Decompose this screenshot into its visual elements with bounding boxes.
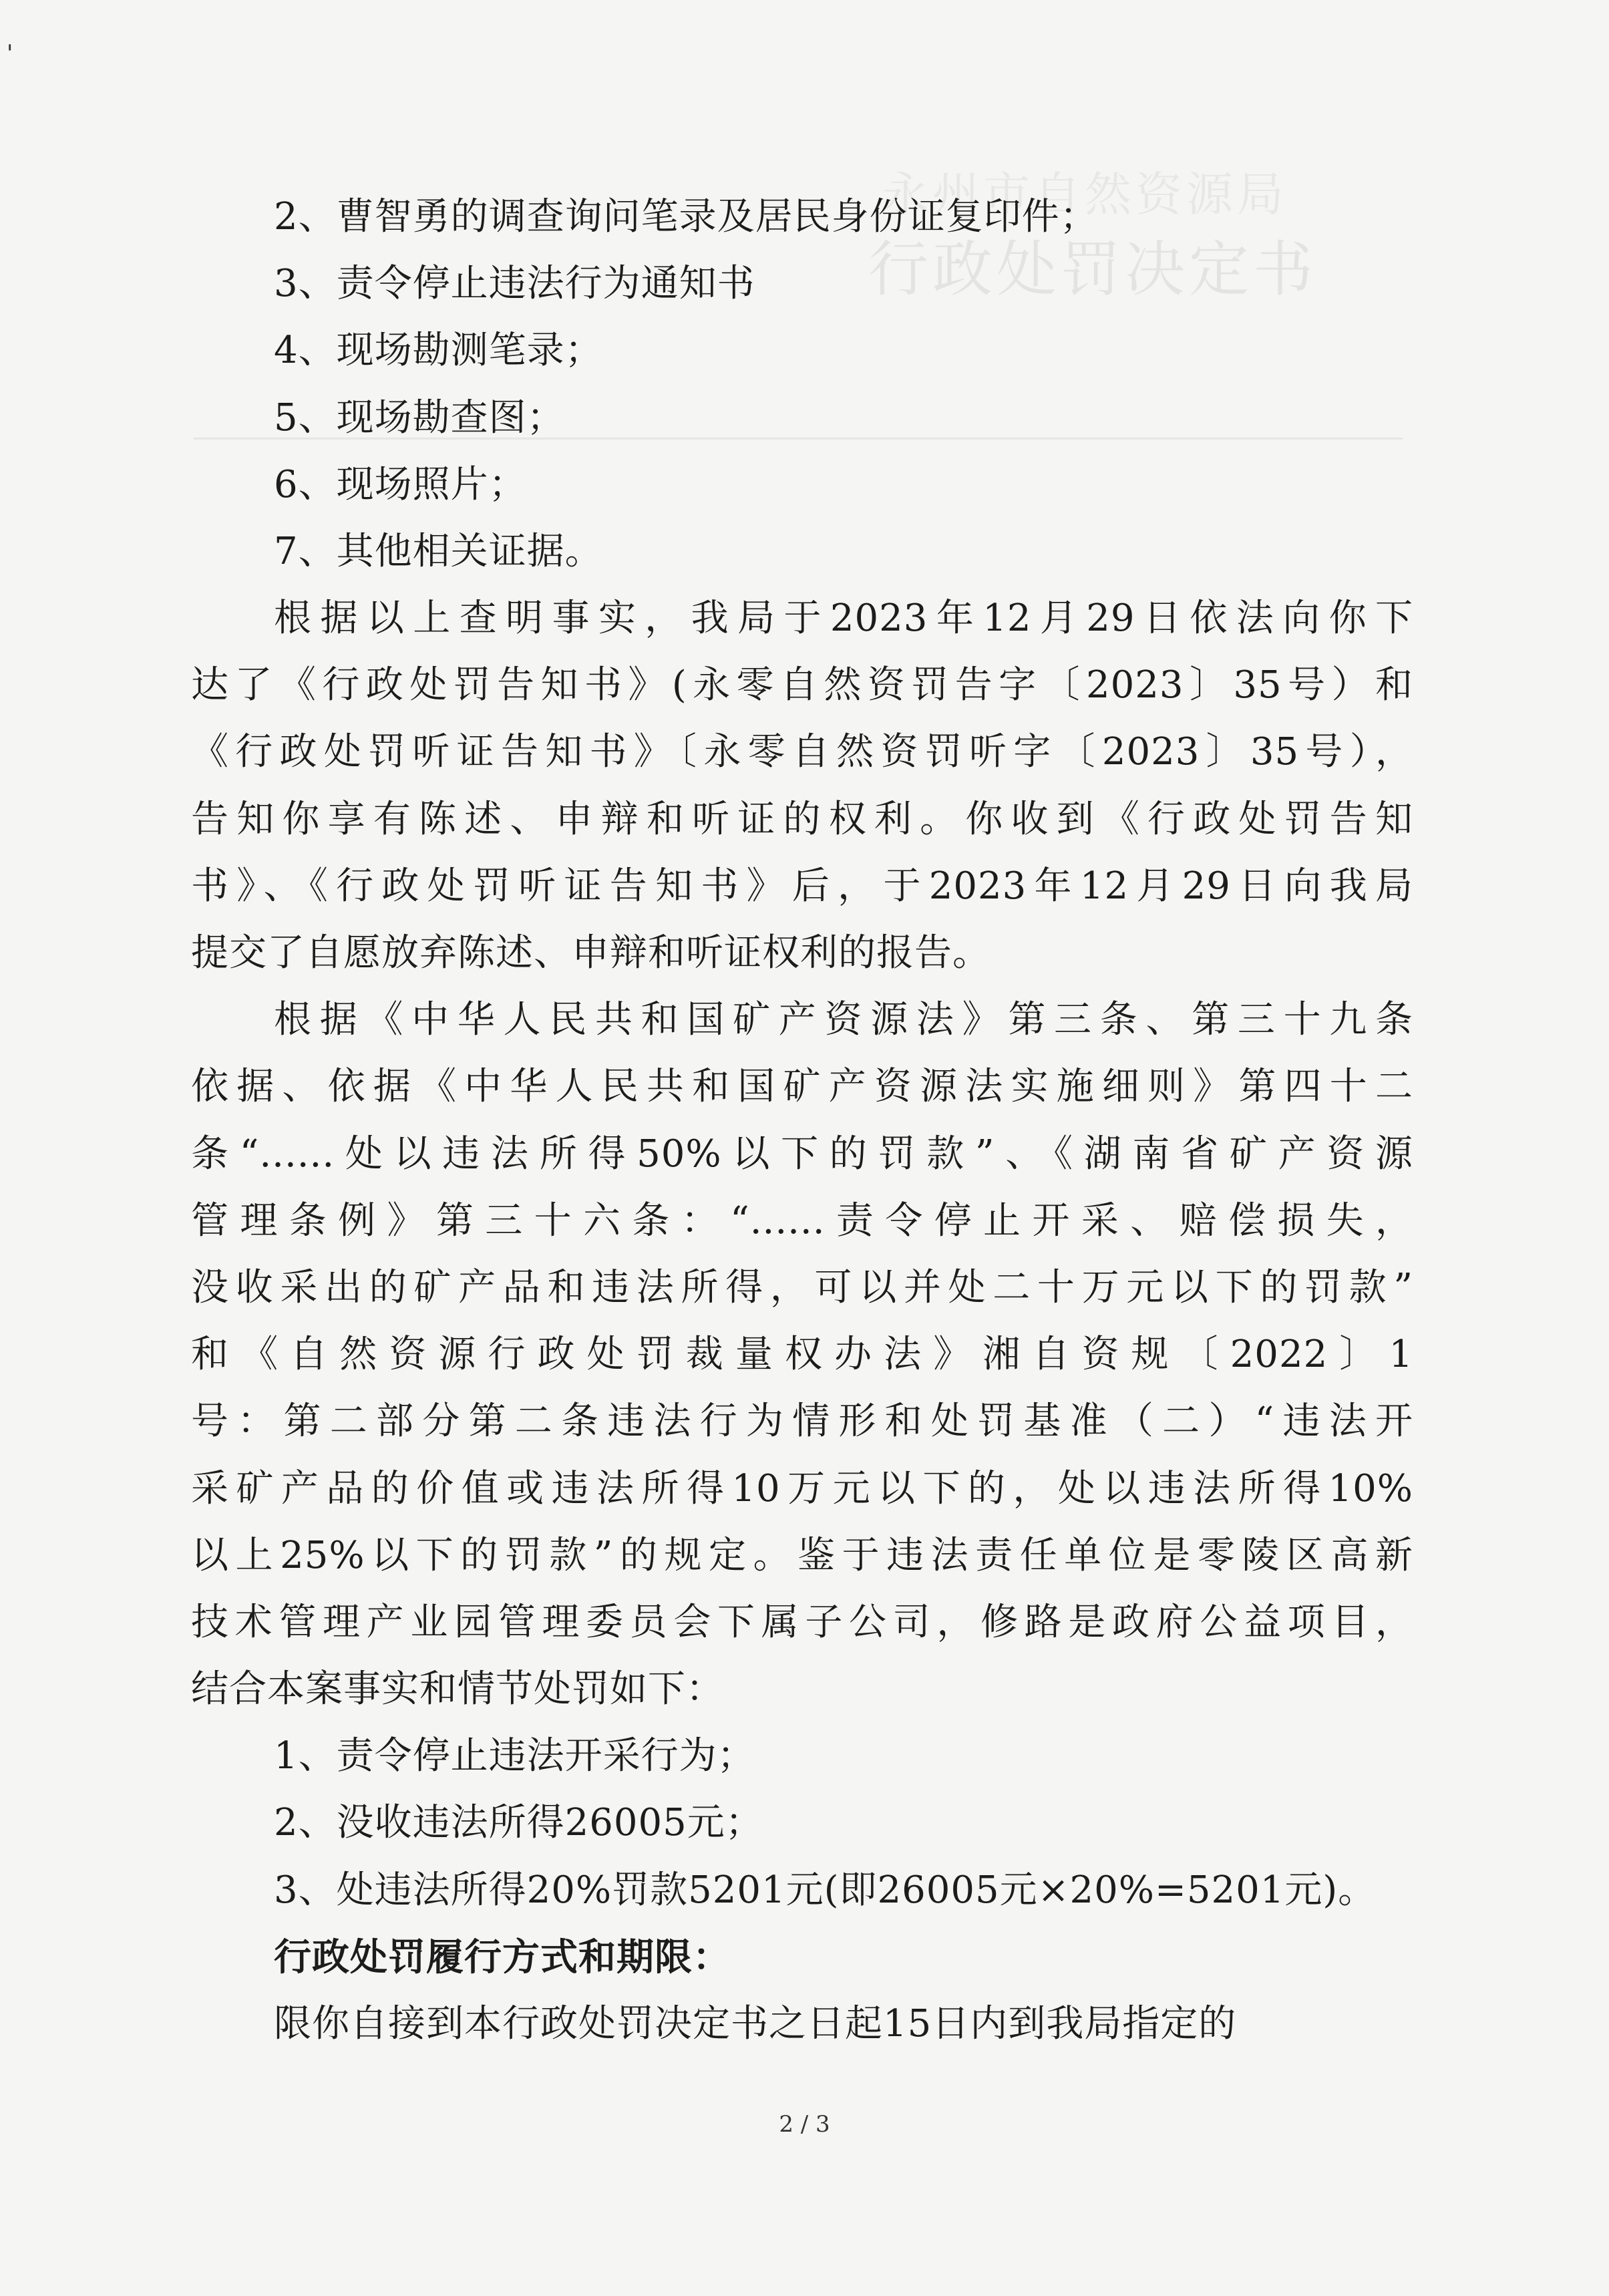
- paragraph-line: 达了《行政处罚告知书》(永零自然资罚告字〔2023〕35号）和: [191, 663, 1413, 707]
- paragraph-line: 号：第二部分第二条违法行为情形和处罚基准（二）“违法开: [191, 1400, 1413, 1443]
- evidence-item-5: 5、现场勘查图；: [274, 396, 565, 440]
- evidence-item-7: 7、其他相关证据。: [274, 530, 603, 573]
- penalty-item-2: 2、没收违法所得26005元；: [274, 1801, 763, 1844]
- paragraph-line: 根据以上查明事实，我局于2023年12月29日依法向你下: [274, 597, 1413, 640]
- paragraph-line: 和《自然资源行政处罚裁量权办法》湘自资规〔2022〕1: [191, 1333, 1413, 1376]
- section-heading: 行政处罚履行方式和期限：: [274, 1935, 731, 1979]
- paragraph-line: 以上25%以下的罚款”的规定。鉴于违法责任单位是零陵区高新: [191, 1534, 1413, 1577]
- paragraph-line: 根据《中华人民共和国矿产资源法》第三条、第三十九条: [274, 998, 1413, 1041]
- evidence-item-4: 4、现场勘测笔录；: [274, 329, 603, 372]
- paragraph-line: 依据、依据《中华人民共和国矿产资源法实施细则》第四十二: [191, 1065, 1413, 1108]
- corner-mark: ': [7, 40, 13, 67]
- page-number: 2 / 3: [779, 2111, 830, 2138]
- penalty-item-3: 3、处违法所得20%罚款5201元(即26005元×20%=5201元)。: [274, 1868, 1377, 1912]
- evidence-item-3: 3、责令停止违法行为通知书: [274, 262, 755, 305]
- paragraph-line: 条“......处以违法所得50%以下的罚款”、《湖南省矿产资源: [191, 1132, 1413, 1176]
- paragraph-line: 结合本案事实和情节处罚如下：: [191, 1667, 724, 1711]
- paragraph-line: 管理条例》第三十六条：“......责令停止开采、赔偿损失，: [191, 1199, 1413, 1243]
- paragraph-line: 书》、《行政处罚听证告知书》后，于2023年12月29日向我局: [191, 864, 1413, 908]
- paragraph-line: 提交了自愿放弃陈述、申辩和听证权利的报告。: [191, 931, 991, 975]
- bleed-through-title: 行政处罚决定书: [868, 234, 1317, 305]
- paragraph-line: 《行政处罚听证告知书》〔永零自然资罚听字〔2023〕35号），: [191, 730, 1413, 774]
- paragraph-line: 告知你享有陈述、申辩和听证的权利。你收到《行政处罚告知: [191, 798, 1413, 841]
- paragraph-line: 技术管理产业园管理委员会下属子公司，修路是政府公益项目，: [191, 1601, 1413, 1644]
- bleed-through-text: 永州市自然资源局: [882, 167, 1288, 222]
- evidence-item-2: 2、曹智勇的调查询问笔录及居民身份证复印件；: [274, 195, 1098, 238]
- paragraph-line: 没收采出的矿产品和违法所得，可以并处二十万元以下的罚款”: [191, 1266, 1413, 1309]
- paragraph-line: 限你自接到本行政处罚决定书之日起15日内到我局指定的: [274, 2002, 1237, 2045]
- paragraph-line: 采矿产品的价值或违法所得10万元以下的，处以违法所得10%: [191, 1467, 1413, 1510]
- penalty-item-1: 1、责令停止违法开采行为；: [274, 1734, 755, 1778]
- evidence-item-6: 6、现场照片；: [274, 463, 527, 506]
